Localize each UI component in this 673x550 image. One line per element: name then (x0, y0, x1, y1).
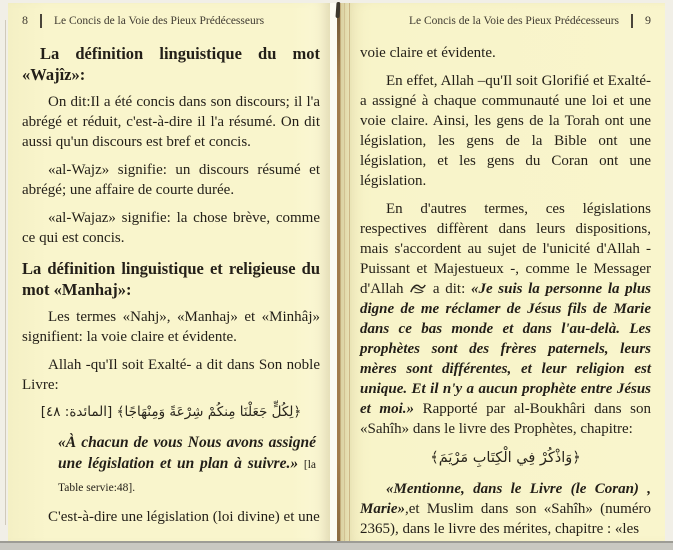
running-header-left (22, 13, 320, 28)
hadith-source-text: Rapporté par al-Boukhâri dans son «Sahîh» dans le livre des Prophètes, chapitre: (360, 401, 651, 437)
verse-translation-block (58, 432, 316, 499)
page-number-right: 9 (645, 13, 651, 27)
paragraph-wajz: «al-Wajz» signifie: un discours résumé et abrégé; une affaire de courte durée. (22, 162, 320, 198)
verse-translation-text: «À chacun de vous Nous avons assigné une législation et un plan à suivre.» (58, 434, 316, 472)
paragraph-wajaz: «al-Wajaz» signifie: la chose brève, comme ce qui est concis. (22, 210, 320, 246)
paragraph-allah-said: Allah -qu'Il soit Exalté- a dit dans Son noble Livre: (22, 357, 320, 393)
running-header-right (360, 13, 651, 28)
verse-translation-maryam: «Mentionne, dans le Livre (le Coran) , Marie» (360, 481, 651, 517)
hadith-quote-text: «Je suis la personne la plus digne de me réclamer de Jésus fils de Marie dans ce bas monde et dans l'au-delà. Les prophètes sont des frères paternels, leurs mères sont différentes, et leur religion est unique. Et il n'y a aucun prophète entre Jésus et moi.» (360, 281, 652, 417)
heading-wajiz-definition: La définition linguistique du mot «Wajîz»: (22, 44, 320, 84)
paragraph-cest-a-dire: C'est-à-dire une législation (loi divine) et une (48, 509, 320, 525)
arabic-verse-text: ﴿لِكُلٍّ جَعَلْنَا مِنكُمْ شِرْعَةً وَمِنْهَاجًا﴾ (116, 404, 302, 420)
sallallahu-alayhi-wasallam-icon (409, 282, 427, 295)
header-divider (40, 14, 42, 28)
verse-translation-reference: [la Table servie:48]. (58, 459, 316, 494)
arabic-verse-maidah (22, 401, 320, 423)
scan-bottom-edge (0, 541, 673, 550)
paragraph-mentionne (360, 479, 651, 539)
running-title: Le Concis de la Voie des Pieux Prédécesseurs (408, 14, 619, 27)
header-divider (631, 14, 633, 28)
page-9 (340, 3, 665, 543)
hadith-intro-tail: a dit: (432, 281, 466, 297)
paragraph-manhaj-terms: Les termes «Nahj», «Manhaj» et «Minhâj» signifient: la voie claire et évidente. (22, 309, 320, 345)
left-page-edge (5, 20, 6, 525)
heading-manhaj-definition: La définition linguistique et religieuse du mot «Manhaj»: (22, 259, 320, 299)
page-number-left: 8 (22, 13, 28, 27)
page-8 (8, 3, 330, 543)
running-title: Le Concis de la Voie des Pieux Prédécesseurs (54, 14, 265, 27)
muslim-source-text: ,et Muslim dans son «Sahîh» (numéro 2365), dans le livre des mérites, chapitre : «les (360, 501, 651, 537)
paragraph-wajiz-1: On dit:Il a été concis dans son discours; il l'a abrégé et réduit, c'est-à-dire il l'a résumé. On dit aussi qu'un discours est bref et concis. (22, 94, 320, 150)
paragraph-en-effet: En effet, Allah –qu'Il soit Glorifié et Exalté- a assigné à chaque communauté une loi et une voie claire. Ainsi, les gens de la Torah ont une législation, les gens de la Bible ont une législation, et les gens du Coran ont une législation. (360, 73, 651, 189)
paragraph-hadith (360, 199, 651, 439)
arabic-verse-reference: [المائدة: ٤٨] (40, 404, 113, 420)
paragraph-continuation: voie claire et évidente. (360, 45, 496, 61)
hadith-intro-text: En d'autres termes, ces législations respectives diffèrent dans leurs dispositions, mais s'accordent au sujet de l'unicité d'Allah - Puissant et Majestueux -, comme le Messager d'Allah (360, 201, 651, 297)
arabic-verse-maryam: ﴿وَاذْكُرْ فِي الْكِتَابِ مَرْيَمَ﴾ (430, 450, 581, 466)
